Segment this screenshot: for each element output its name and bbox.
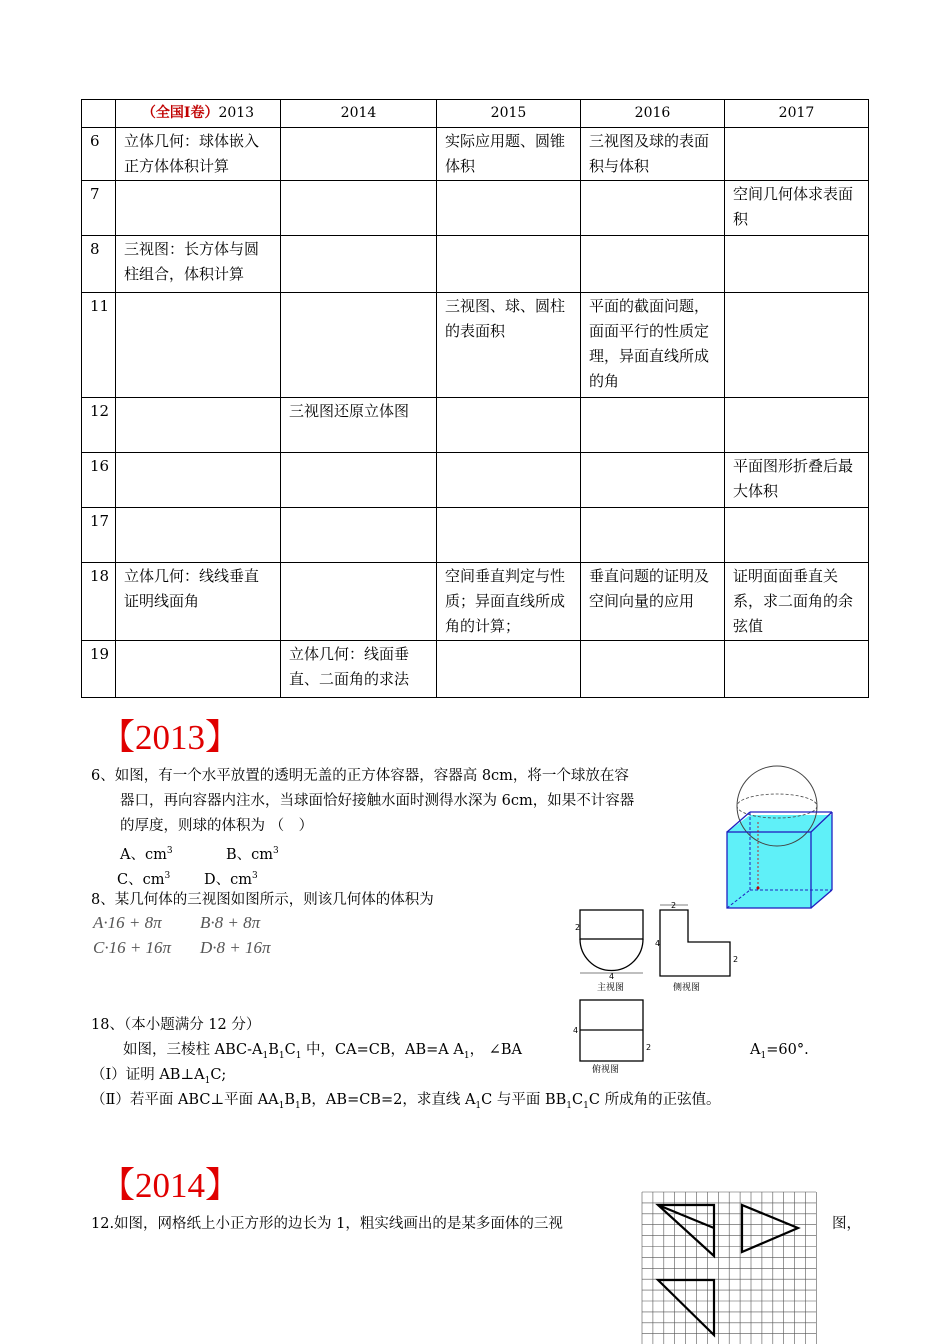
table-row <box>82 236 869 293</box>
row-number: 8 <box>82 236 116 293</box>
q6-line1: 6、如图，有一个水平放置的透明无盖的正方体容器，容器高 8cm，将一个球放在容 <box>91 768 629 784</box>
grid-paper-figure <box>640 1190 818 1344</box>
svg-text:2: 2 <box>671 901 677 910</box>
cell-2014 <box>281 128 437 181</box>
q6-option-a: A、$cm^3$ <box>120 846 173 863</box>
section-heading-2013: 【2013】 <box>100 718 241 757</box>
q8-option-a: A·16 + 8π <box>93 913 162 932</box>
row-number: 11 <box>82 293 116 398</box>
front-view-label: 主视图 <box>597 983 625 993</box>
cell-2013 <box>116 293 281 398</box>
q18-line2: 如图，三棱柱 ABC-$A_1B_1C_1$ 中，CA=CB，AB=A $A_1$， ∠BA <box>123 1042 522 1061</box>
cell-2016: 三视图及球的表面积与体积 <box>581 128 725 181</box>
view-3 <box>658 1280 714 1335</box>
cell-2014 <box>281 293 437 398</box>
cell-2013 <box>116 398 281 453</box>
svg-text:4: 4 <box>609 972 615 981</box>
q6-line2: 器口，再向容器内注水，当球面恰好接触水面时测得水深为 6cm，如果不计容器 <box>120 793 635 809</box>
cell-2015 <box>437 181 581 236</box>
table-row <box>82 641 869 698</box>
svg-text:2: 2 <box>575 923 581 932</box>
row-number: 17 <box>82 508 116 563</box>
cell-2014: 三视图还原立体图 <box>281 398 437 453</box>
cell-2014 <box>281 236 437 293</box>
q18-part1: （Ⅰ）证明 $AB\perp A_1C$; <box>91 1067 227 1086</box>
table-row <box>82 128 869 181</box>
cell-2016 <box>581 398 725 453</box>
cell-2015 <box>437 508 581 563</box>
cell-2016: 垂直问题的证明及空间向量的应用 <box>581 563 725 641</box>
svg-text:2: 2 <box>733 955 739 964</box>
header-cell-2014: 2014 <box>281 100 437 128</box>
row-number: 6 <box>82 128 116 181</box>
cell-2017 <box>725 641 869 698</box>
three-view-figure <box>570 900 750 1075</box>
header-cell-2015: 2015 <box>437 100 581 128</box>
q6-line3: 的厚度，则球的体积为 （ ） <box>120 818 314 834</box>
cell-2015 <box>437 641 581 698</box>
cell-2014 <box>281 181 437 236</box>
q8-option-c: C·16 + 16π <box>93 938 172 957</box>
table-row <box>82 508 869 563</box>
cell-2015 <box>437 236 581 293</box>
sphere-equator <box>737 794 817 818</box>
q18-line1: 18、（本小题满分 12 分） <box>91 1017 261 1033</box>
cell-2015: 三视图、球、圆柱的表面积 <box>437 293 581 398</box>
cell-2013: 三视图：长方体与圆柱组合，体积计算 <box>116 236 281 293</box>
header-cell-2013: （全国Ⅰ卷）2013 <box>116 100 281 128</box>
cell-2013: 立体几何：线线垂直证明线面角 <box>116 563 281 641</box>
svg-text:4: 4 <box>573 1026 579 1035</box>
q18-part2: （Ⅱ）若平面 ABC⊥平面 $AA_1B_1B$，AB=CB=2，求直线 $A_1C$ 与平面 $BB_1C_1C$ 所成角的正弦值。 <box>91 1092 721 1111</box>
cell-2014 <box>281 563 437 641</box>
topic-table <box>81 99 869 698</box>
row-number: 7 <box>82 181 116 236</box>
cell-2015 <box>437 453 581 508</box>
water-front <box>727 832 811 908</box>
cell-2013 <box>116 181 281 236</box>
q12-line1-end: 图， <box>832 1216 861 1232</box>
table-row <box>82 453 869 508</box>
svg-text:4: 4 <box>655 939 661 948</box>
q12-line1: 12.如图，网格纸上小正方形的边长为 1，粗实线画出的是某多面体的三视 <box>91 1216 563 1232</box>
view-2 <box>742 1205 798 1252</box>
side-view-label: 侧视图 <box>673 983 701 993</box>
cell-2017: 证明面面垂直关系，求二面角的余弦值 <box>725 563 869 641</box>
cell-2013: 立体几何：球体嵌入正方体体积计算 <box>116 128 281 181</box>
table-header-row <box>82 100 869 128</box>
cube-sphere-figure <box>720 760 835 910</box>
q18-line2-end: $A_1=60^\circ$. <box>750 1042 809 1061</box>
cell-2017 <box>725 398 869 453</box>
header-cell-2016: 2016 <box>581 100 725 128</box>
row-number: 19 <box>82 641 116 698</box>
cell-2017: 平面图形折叠后最大体积 <box>725 453 869 508</box>
cell-2017: 空间几何体求表面积 <box>725 181 869 236</box>
cell-2017 <box>725 236 869 293</box>
cell-2016 <box>581 453 725 508</box>
cell-2013 <box>116 641 281 698</box>
cell-2013 <box>116 508 281 563</box>
cell-2014 <box>281 508 437 563</box>
q6-option-c: C、$cm^3$ <box>117 871 171 888</box>
cell-2017 <box>725 293 869 398</box>
top-view-label: 俯视图 <box>592 1065 620 1075</box>
row-number: 12 <box>82 398 116 453</box>
header-cell <box>82 100 116 128</box>
cell-2015: 实际应用题、圆锥体积 <box>437 128 581 181</box>
cell-2013 <box>116 453 281 508</box>
svg-text:2: 2 <box>646 1043 652 1052</box>
view-1 <box>658 1205 714 1256</box>
table-row <box>82 181 869 236</box>
row-number: 18 <box>82 563 116 641</box>
section-heading-2014: 【2014】 <box>100 1166 241 1205</box>
table-row <box>82 398 869 453</box>
q8-option-d: D·8 + 16π <box>200 938 271 957</box>
row-number: 16 <box>82 453 116 508</box>
cell-2016 <box>581 641 725 698</box>
cell-2014: 立体几何：线面垂直、二面角的求法 <box>281 641 437 698</box>
q8-line1: 8、某几何体的三视图如图所示，则该几何体的体积为 <box>91 892 434 908</box>
q8-option-b: B·8 + 8π <box>200 913 261 932</box>
cell-2016: 平面的截面问题，面面平行的性质定理，异面直线所成的角 <box>581 293 725 398</box>
cell-2016 <box>581 508 725 563</box>
cell-2017 <box>725 508 869 563</box>
q6-option-b: B、$cm^3$ <box>226 846 279 863</box>
q6-option-d: D、$cm^3$ <box>204 871 258 888</box>
header-cell-2017: 2017 <box>725 100 869 128</box>
cell-2016 <box>581 236 725 293</box>
cell-2017 <box>725 128 869 181</box>
cell-2015 <box>437 398 581 453</box>
table-row <box>82 293 869 398</box>
cell-2014 <box>281 453 437 508</box>
table-row <box>82 563 869 641</box>
cell-2015: 空间垂直判定与性质；异面直线所成角的计算； <box>437 563 581 641</box>
cell-2016 <box>581 181 725 236</box>
